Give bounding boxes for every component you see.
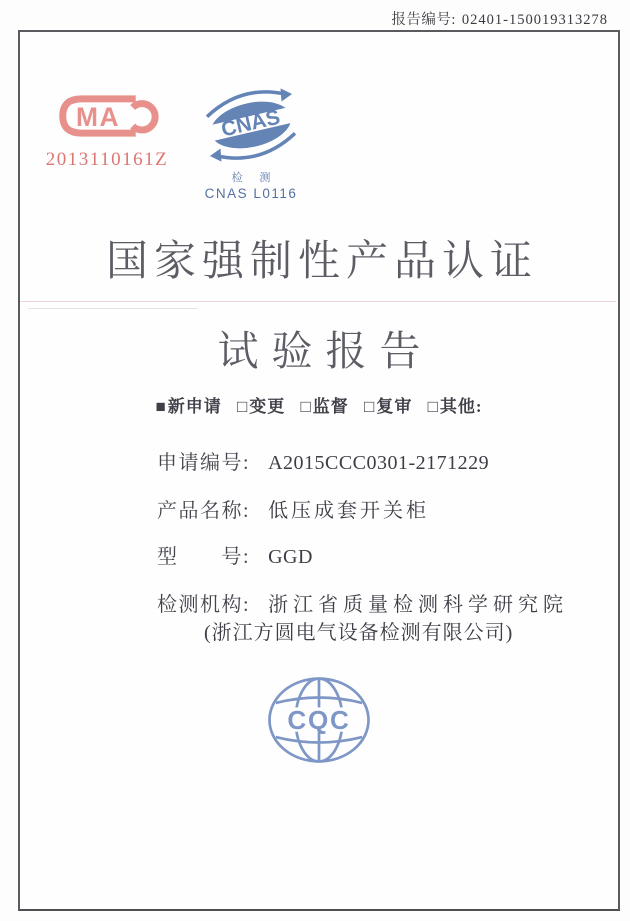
field-value: GGD (268, 546, 313, 568)
scan-artifact-line (20, 301, 616, 302)
field-value: 浙江省质量检测科学研究院 (268, 594, 569, 616)
checkbox-empty-icon: □ (364, 397, 376, 416)
cnas-accreditation-block (188, 87, 314, 201)
checkbox-other: □其他: (427, 397, 483, 416)
report-number-label: 报告编号: (391, 12, 456, 28)
field-label: 产品名称: (157, 500, 251, 522)
field-label: 检测机构: (157, 594, 251, 616)
checkbox-checked-icon: ■ (155, 397, 167, 416)
field-model (157, 540, 313, 569)
field-value: (浙江方圆电气设备检测有限公司) (204, 622, 514, 644)
cma-logo-icon (55, 102, 159, 146)
cqc-logo-text: CQC (287, 705, 351, 735)
checkbox-new-application: ■新申请 (155, 397, 222, 416)
cqc-logo-block (264, 672, 374, 773)
report-number-value: 02401-150019313278 (461, 12, 608, 28)
certification-title: 国家强制性产品认证 (105, 239, 538, 285)
field-test-agency (157, 588, 568, 617)
field-test-agency-line2 (204, 616, 513, 645)
certificate-border (18, 30, 620, 911)
cma-certificate-number: 2013110161Z (45, 149, 169, 170)
field-value: A2015CCC0301-2171229 (268, 452, 490, 474)
cqc-logo-icon (265, 705, 373, 772)
cnas-logo-icon (201, 105, 301, 167)
application-type-row (20, 392, 618, 417)
field-label: 型 号: (157, 546, 251, 568)
cnas-logo-text: CNAS (219, 105, 283, 142)
checkbox-empty-icon: □ (427, 397, 439, 416)
scan-artifact-line (28, 308, 198, 309)
checkbox-empty-icon: □ (236, 397, 249, 416)
cnas-accreditation-number: CNAS L0116 (204, 186, 298, 201)
field-application-number (157, 446, 489, 475)
report-number (391, 8, 608, 29)
cma-logo-text: MA (75, 102, 121, 133)
cma-accreditation-block (42, 90, 172, 171)
checkbox-review: □复审 (364, 397, 413, 416)
checkbox-change: □变更 (236, 397, 286, 416)
report-title: 试验报告 (217, 328, 434, 374)
field-label: 申请编号: (157, 452, 251, 474)
checkbox-empty-icon: □ (300, 397, 312, 416)
checkbox-supervision: □监督 (300, 397, 349, 416)
cnas-caption: 检 测 (231, 172, 278, 184)
field-value: 低压成套开关柜 (268, 500, 430, 522)
field-product-name (157, 494, 429, 523)
